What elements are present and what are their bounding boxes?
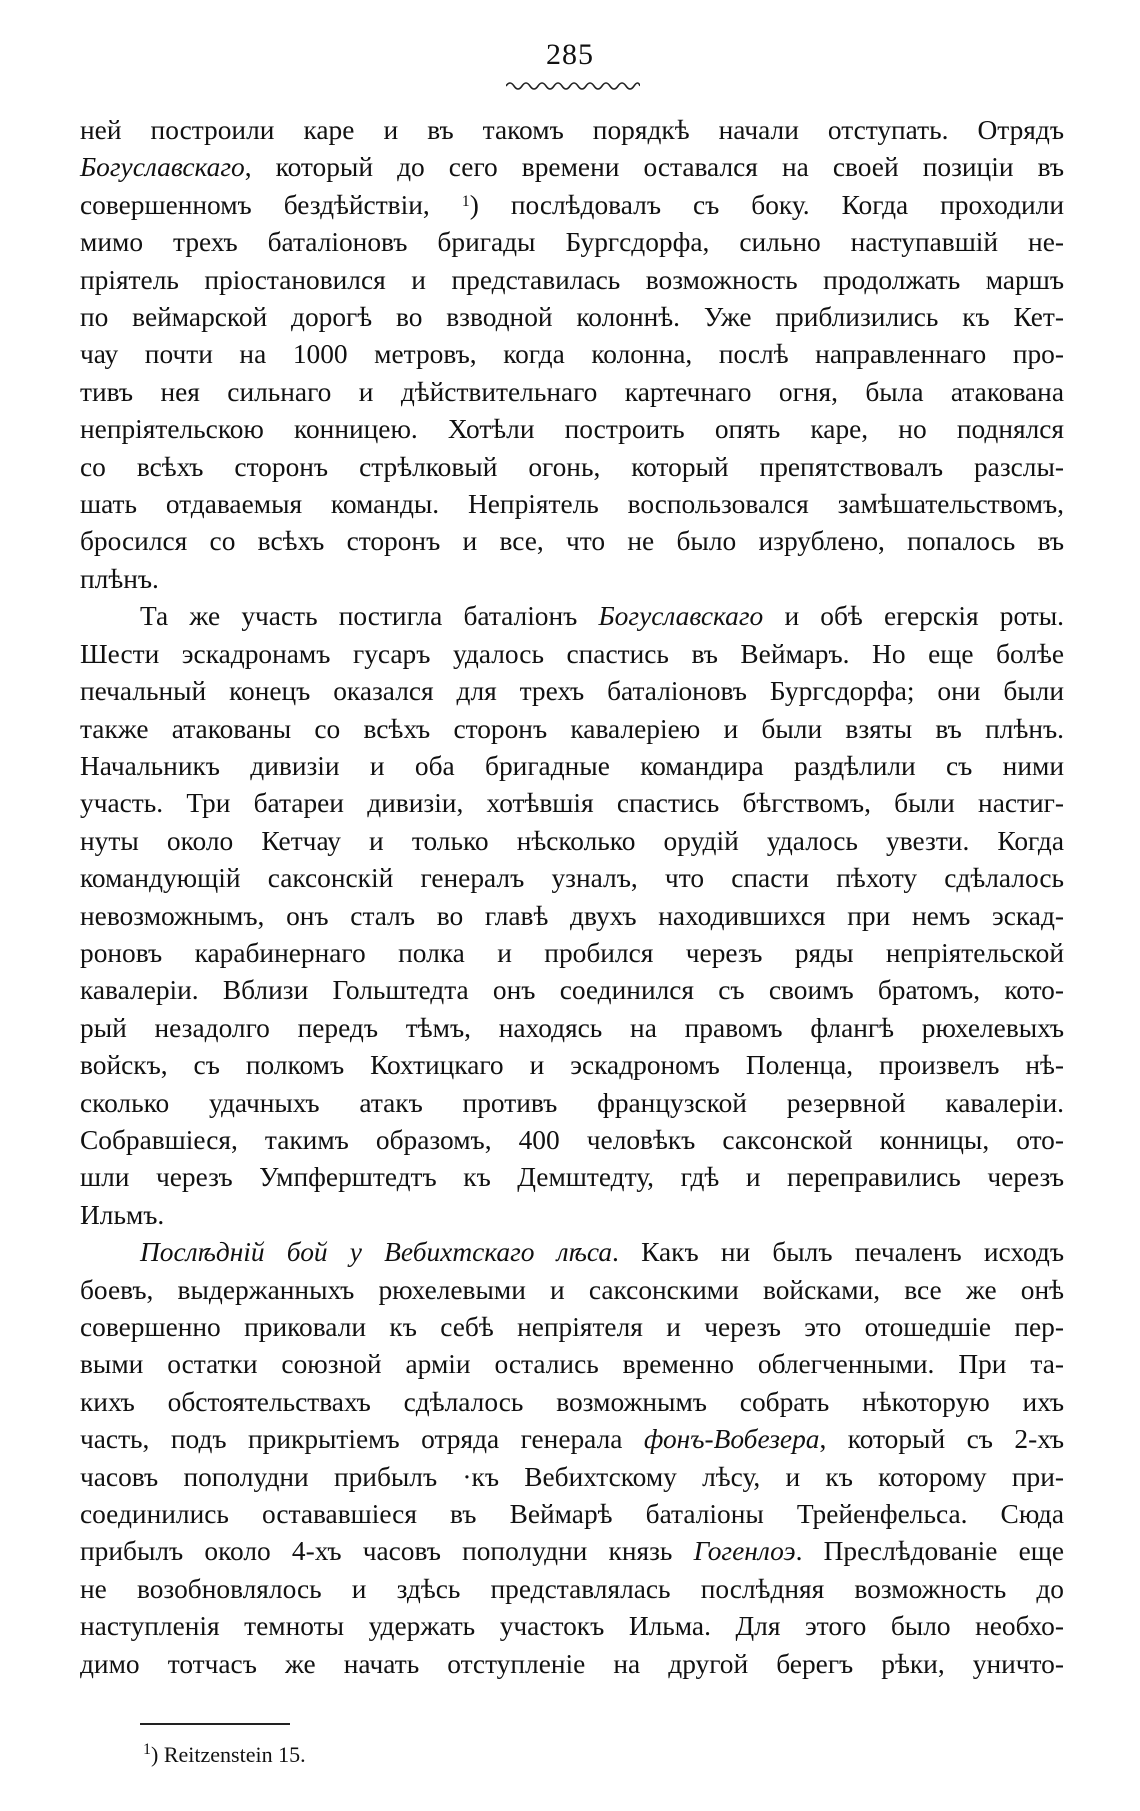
text-line: Собравшіеся, такимъ образомъ, 400 человѣкъ саксонской конницы, ото- — [80, 1124, 1064, 1155]
text-line: не возобновлялось и здѣсь представлялась послѣдняя возможность до — [80, 1573, 1064, 1604]
footnote — [143, 1742, 306, 1768]
text-line: роновъ карабинернаго полка и пробился черезъ ряды непріятельской — [80, 937, 1064, 968]
text-line: боевъ, выдержанныхъ рюхелевыми и саксонскими войсками, все же онѣ — [80, 1274, 1064, 1305]
text-line: соединились остававшіеся въ Веймарѣ баталіоны Трейенфельса. Сюда — [80, 1499, 1064, 1530]
text-line: шли черезъ Умпферштедтъ къ Демштедту, гдѣ и переправились черезъ — [80, 1162, 1064, 1193]
italic-name-prince: Гогенлоэ — [693, 1536, 796, 1567]
text-line: ней построили каре и въ такомъ порядкѣ начали отступать. Отрядъ — [80, 115, 1064, 145]
footnote-marker: 1 — [143, 1741, 151, 1758]
text-line: часовъ пополудни прибылъ ·къ Вебихтскому лѣсу, и къ которому при- — [80, 1461, 1064, 1492]
footnote-separator — [140, 1723, 290, 1725]
text-line: Шести эскадронамъ гусаръ удалось спастись въ Веймаръ. Но еще болѣе — [80, 638, 1064, 669]
italic-name-general: фонъ-Вобезера — [643, 1424, 820, 1455]
text-line: наступленія темноты удержать участокъ Ильма. Для этого было необхо- — [80, 1611, 1064, 1642]
text-fragment: и обѣ егерскія роты. — [763, 601, 1064, 632]
text-line: совершенно приковали къ себѣ непріятеля и черезъ это отошедшіе пер- — [80, 1312, 1064, 1342]
text-line: нуты около Кетчау и только нѣсколько орудій удалось увезти. Когда — [80, 825, 1064, 856]
ornament-divider — [506, 80, 640, 92]
text-line: со всѣхъ сторонъ стрѣлковый огонь, который препятствовалъ разслы- — [80, 451, 1064, 482]
text-fragment: , который до сего времени оставался на своей позиціи въ — [244, 152, 1064, 183]
text-line: шать отдаваемыя команды. Непріятель воспользовался замѣшательствомъ, — [80, 489, 1064, 520]
paragraph-2 — [80, 598, 1064, 1234]
text-line: мимо трехъ баталіоновъ бригады Бургсдорфа, сильно наступавшій не- — [80, 227, 1064, 258]
text-line: сколько удачныхъ атакъ противъ французской резервной кавалеріи. — [80, 1087, 1064, 1118]
text-line: кавалеріи. Вблизи Гольштедта онъ соединился съ своимъ братомъ, кото- — [80, 975, 1064, 1006]
text-line: войскъ, съ полкомъ Кохтицкаго и эскадрономъ Поленца, произвелъ нѣ- — [80, 1050, 1064, 1081]
text-line: непріятельскою конницею. Хотѣли построить опять каре, но поднялся — [80, 414, 1064, 445]
text-line: также атакованы со всѣхъ сторонъ кавалеріею и были взяты въ плѣнъ. — [80, 713, 1064, 744]
text-line — [80, 1533, 1064, 1570]
text-line: невозможнымъ, онъ сталъ во главѣ двухъ находившихся при немъ эскад- — [80, 900, 1064, 931]
page-number: 285 — [546, 38, 594, 71]
text-line — [80, 1234, 1064, 1271]
text-fragment: часть, подъ прикрытіемъ отряда генерала — [80, 1424, 644, 1455]
text-line: чау почти на 1000 метровъ, когда колонна, послѣ направленнаго про- — [80, 339, 1064, 370]
text-line: выми остатки союзной арміи остались временно облегченными. При та- — [80, 1349, 1064, 1380]
footnote-text: ) Reitzenstein 15. — [151, 1742, 306, 1767]
footnote-reference: 1 — [461, 192, 470, 210]
paragraph-1 — [80, 112, 1064, 598]
text-line: командующій саксонскій генералъ узналъ, что спасти пѣхоту сдѣлалось — [80, 863, 1064, 894]
text-fragment: , который съ 2-хъ — [819, 1424, 1065, 1455]
text-line — [80, 598, 1064, 635]
text-line — [80, 149, 1064, 186]
text-line: пріятель пріостановился и представилась возможность продолжать маршъ — [80, 264, 1064, 295]
text-fragment: прибылъ около 4-хъ часовъ пополудни князь — [80, 1536, 694, 1567]
text-fragment: . Какъ ни былъ печаленъ исходъ — [612, 1237, 1064, 1268]
text-line: участь. Три батареи дивизіи, хотѣвшія спастись бѣгствомъ, были настиг- — [80, 788, 1064, 819]
text-line: печальный конецъ оказался для трехъ баталіоновъ Бургсдорфа; они были — [80, 676, 1064, 707]
text-fragment: ) послѣдовалъ съ боку. Когда проходили — [469, 189, 1064, 220]
text-line: по веймарской дорогѣ во взводной колоннѣ. Уже приблизились къ Кет- — [80, 302, 1064, 333]
italic-name-boguslawski: Богуславскаго — [80, 152, 245, 183]
text-line — [80, 1421, 1064, 1458]
text-line: Ильмъ. — [80, 1199, 165, 1230]
italic-name-boguslawski: Богуславскаго — [598, 601, 764, 632]
text-line: кихъ обстоятельствахъ сдѣлалось возможнымъ собрать нѣкоторую ихъ — [80, 1386, 1064, 1417]
paragraph-3 — [80, 1234, 1064, 1683]
text-fragment: Та же участь постигла баталіонъ — [140, 601, 599, 632]
text-line: плѣнъ. — [80, 563, 159, 594]
text-line: тивъ нея сильнаго и дѣйствительнаго картечнаго огня, была атакована — [80, 376, 1064, 407]
body-text — [80, 112, 1064, 1683]
text-line: димо тотчасъ же начать отступленіе на другой берегъ рѣки, уничто- — [80, 1648, 1064, 1679]
text-fragment: . Преслѣдованіе еще — [795, 1536, 1064, 1567]
text-line: Начальникъ дивизіи и оба бригадные командира раздѣлили съ ними — [80, 750, 1064, 781]
text-line: бросился со всѣхъ сторонъ и все, что не было изрублено, попалось въ — [80, 526, 1064, 557]
section-heading: Послѣдній бой у Вебихтскаго лѣса — [140, 1237, 613, 1268]
text-line: рый незадолго передъ тѣмъ, находясь на правомъ флангѣ рюхелевыхъ — [80, 1012, 1064, 1043]
text-fragment: совершенномъ бездѣйствіи, — [80, 189, 462, 220]
text-line — [80, 187, 1064, 224]
